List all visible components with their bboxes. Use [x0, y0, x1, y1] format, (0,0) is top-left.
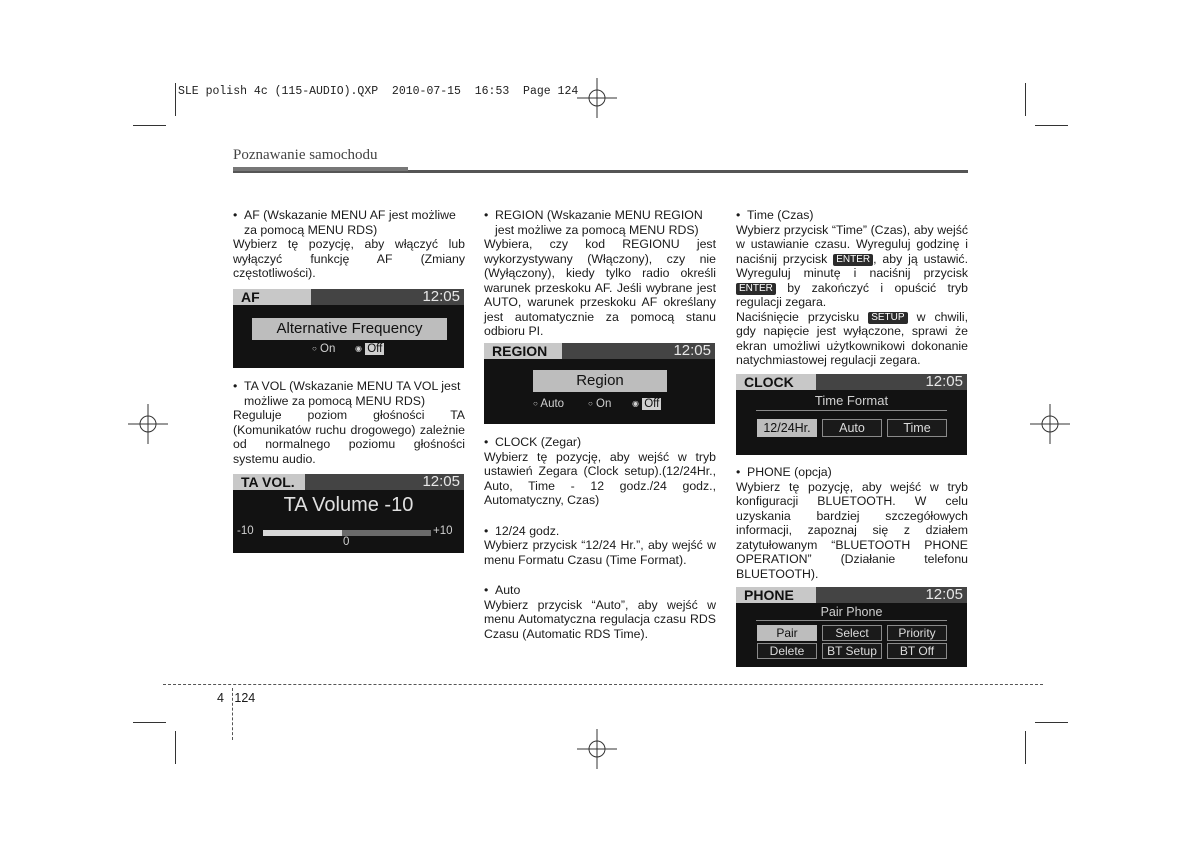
af-description: Wybierz tę pozycję, aby włączyć lub wyłączyć funkcję AF (Zmiany częstotliwości).	[233, 237, 465, 280]
bullet-12-24: • 12/24 godz.	[484, 523, 560, 538]
screen-title: REGION	[484, 343, 562, 359]
column-2	[484, 208, 716, 339]
screen-title: AF	[233, 289, 311, 305]
crop-mark	[133, 722, 166, 723]
footer-rule	[163, 684, 1043, 685]
phone-screen	[736, 587, 967, 667]
region-screen	[484, 343, 715, 424]
page-number-value: 124	[234, 691, 256, 705]
region-button[interactable]: Region	[533, 370, 667, 392]
volume-slider-fill	[263, 530, 342, 536]
bullet-af: • AF (Wskazanie MENU AF jest możliwe za pomocą MENU RDS)	[233, 208, 456, 237]
time-description: Wybierz przycisk “Time” (Czas), aby wejść w ustawianie czasu. Wyreguluj godzinę i naciśnij przycisk ENTER , aby ją ustawić. Wyreguluj minutę i naciśnij przycisk ENTER by zakończyć i opuścić tryb regulacji zegara.	[736, 222, 968, 309]
h1224-description: Wybierz przycisk “12/24 Hr.”, aby wejść w menu Formatu Czasu (Time Format).	[484, 538, 716, 567]
bullet-phone: • PHONE (opcja)	[736, 465, 832, 479]
af-option-off[interactable]: ◉ Off	[355, 343, 383, 355]
time-button[interactable]: Time	[887, 419, 947, 437]
bt-setup-button[interactable]: BT Setup	[822, 643, 882, 659]
bullet-time: • Time (Czas)	[736, 208, 814, 222]
bullet-region: • REGION (Wskazanie MENU REGION jest możliwe za pomocą MENU RDS)	[484, 208, 703, 237]
ta-volume-label: TA Volume -10	[283, 494, 414, 516]
af-screen	[233, 289, 464, 368]
crop-mark	[175, 83, 176, 116]
registration-mark-icon	[128, 404, 168, 444]
time-format-label: Time Format	[756, 393, 947, 411]
crop-mark	[1035, 125, 1068, 126]
clock-description: Wybierz tę pozycję, aby wejść w tryb ustawień Zegara (Clock setup).(12/24Hr., Auto, Time - 12 godz./24 godz., Automatyczny, Czas)	[484, 449, 716, 507]
region-option-on[interactable]: ○ On	[588, 398, 612, 410]
screen-clock: 12:05	[422, 474, 460, 490]
auto-button[interactable]: Auto	[822, 419, 882, 437]
auto-description: Wybierz przycisk “Auto”, aby wejść w menu Automatyczna regulacja czasu RDS Czasu (Automatic RDS Time).	[484, 597, 716, 641]
bt-off-button[interactable]: BT Off	[887, 643, 947, 659]
pair-phone-label: Pair Phone	[756, 605, 947, 621]
ta-vol-description: Reguluje poziom głośności TA (Komunikatów ruchu drogowego) zależnie od normalnego poziomu głośności systemu audio.	[233, 408, 465, 466]
12-24hr-button[interactable]: 12/24Hr.	[757, 419, 817, 437]
screen-clock: 12:05	[673, 343, 711, 359]
column-1	[233, 208, 465, 281]
crop-mark	[1025, 83, 1026, 116]
screen-clock: 12:05	[925, 374, 963, 390]
region-option-auto[interactable]: ○ Auto	[533, 398, 565, 410]
region-description: Wybiera, czy kod REGIONU jest wykorzystywany (Włączony), czy nie (Wyłączony), kiedy tylko radio określi warunek przeskoku AF. Jeśli wybrane jest AUTO, warunek przeskoku AF określany jest automatycznie za pomocą stanu odbioru PI.	[484, 237, 716, 338]
setup-description: Naciśnięcie przycisku SETUP w chwili, gdy napięcie jest wyłączone, sprawi że ekran umożliwi użytkownikowi dokonanie natychmiastowej regulacji zegara.	[736, 309, 969, 367]
volume-max-label: +10	[433, 525, 453, 537]
column-3	[736, 208, 968, 368]
delete-button[interactable]: Delete	[757, 643, 817, 659]
setup-button-icon: SETUP	[868, 312, 907, 324]
pair-button[interactable]: Pair	[757, 625, 817, 641]
crop-mark	[1035, 722, 1068, 723]
section-title: Poznawanie samochodu	[233, 147, 378, 163]
column-1-lower	[233, 379, 465, 466]
volume-current-value: 0	[343, 536, 350, 548]
registration-mark-icon	[577, 78, 617, 118]
registration-mark-icon	[577, 729, 617, 769]
ta-vol-screen	[233, 474, 464, 553]
column-2-lower	[484, 435, 716, 641]
volume-min-label: -10	[237, 525, 254, 537]
af-option-on[interactable]: ○ On	[312, 343, 336, 355]
header-rule-accent	[233, 167, 408, 171]
chapter-number: 4	[217, 691, 224, 705]
region-option-off[interactable]: ◉ Off	[632, 398, 660, 410]
select-button[interactable]: Select	[822, 625, 882, 641]
priority-button[interactable]: Priority	[887, 625, 947, 641]
bullet-auto: • Auto	[484, 583, 521, 597]
enter-button-icon: ENTER	[833, 254, 873, 266]
print-slug: SLE polish 4c (115-AUDIO).QXP 2010-07-15 16:53 Page 124	[178, 85, 579, 98]
registration-mark-icon	[1030, 404, 1070, 444]
screen-title: CLOCK	[736, 374, 816, 390]
crop-mark	[133, 125, 166, 126]
enter-button-icon: ENTER	[736, 283, 776, 295]
screen-title: PHONE	[736, 587, 816, 603]
bullet-clock: • CLOCK (Zegar)	[484, 435, 582, 449]
screen-title: TA VOL.	[233, 474, 305, 490]
page-number	[217, 691, 255, 705]
clock-screen	[736, 374, 967, 455]
crop-mark	[1025, 731, 1026, 764]
phone-description: Wybierz tę pozycję, aby wejść w tryb konfiguracji BLUETOOTH. W celu uzyskania bardziej szczegółowych informacji, zapoznaj się z działem zatytułowanym “BLUETOOTH PHONE OPERATION” (Działanie telefonu BLUETOOTH).	[736, 479, 968, 581]
column-3-lower	[736, 465, 968, 581]
crop-mark	[175, 731, 176, 764]
alternative-frequency-button[interactable]: Alternative Frequency	[252, 318, 447, 340]
screen-clock: 12:05	[422, 289, 460, 305]
bullet-ta-vol: • TA VOL (Wskazanie MENU TA VOL jest możliwe za pomocą MENU RDS)	[233, 379, 461, 408]
screen-clock: 12:05	[925, 587, 963, 603]
